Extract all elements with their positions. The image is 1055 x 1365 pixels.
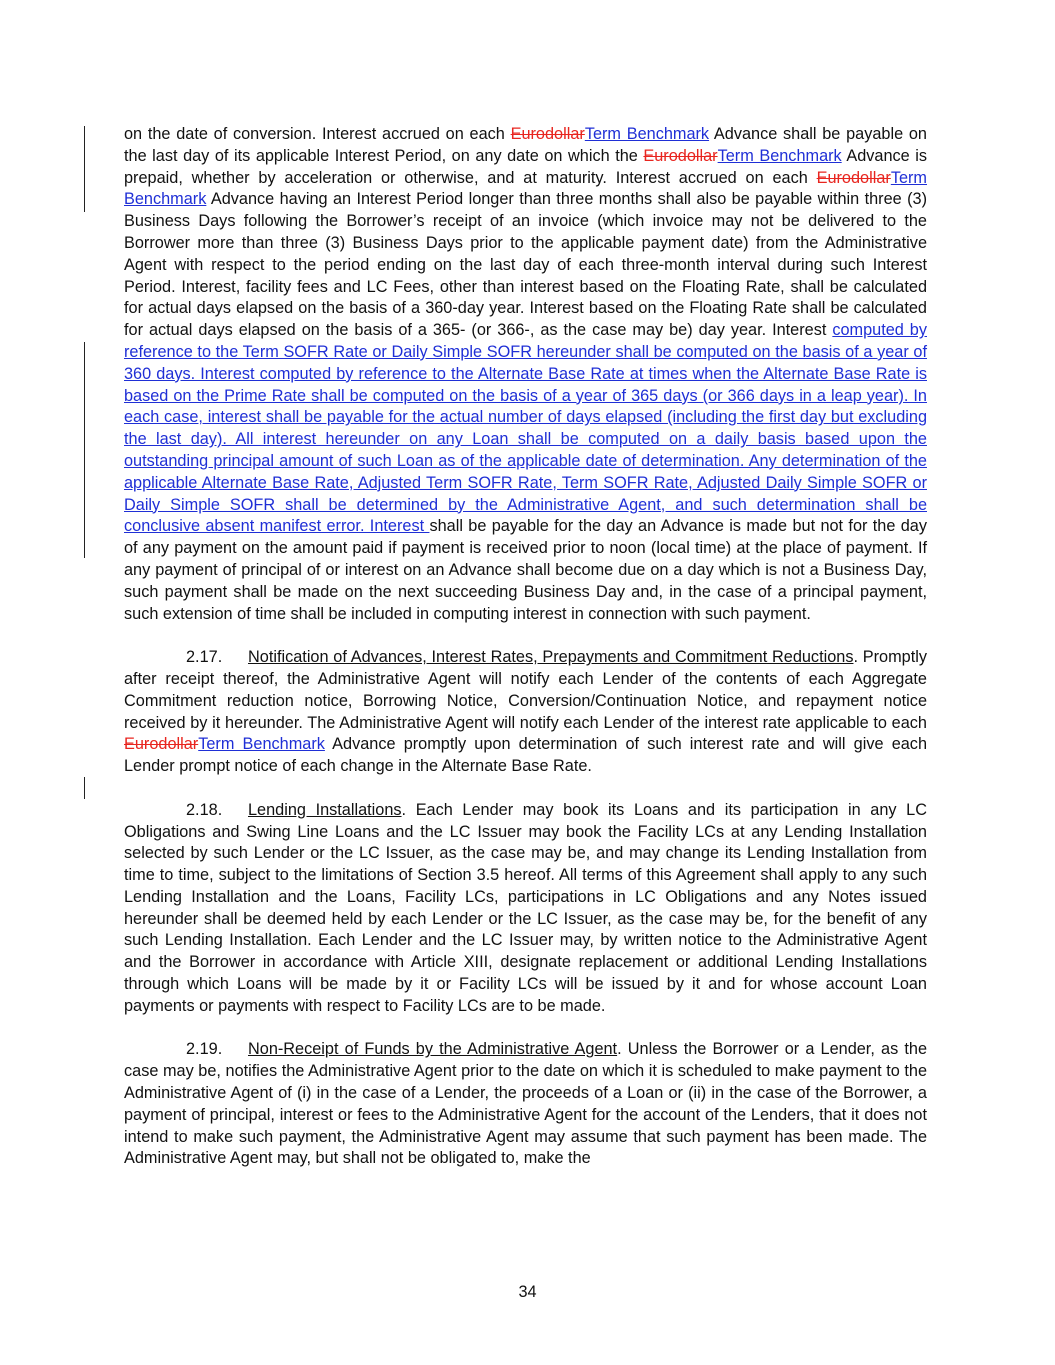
page-number: 34: [518, 1283, 537, 1301]
section-heading: Lending Installations: [248, 800, 402, 819]
deleted-text: Eurodollar: [510, 125, 585, 143]
section-2-18: 2.18. Lending Installations. Each Lender may book its Loans and its participation in any LC Obligations and Swing Line Loans and the LC Issuer may book the Facility LCs at any Lending Installation selected by such Lender or the LC Issuer, as the case may be, and may change its Lending Installation from time to time, subject to the limitations of Section 3.5 hereof. All terms of this Agreement shall apply to any such Lending Installation and the Loans, Facility LCs, participations in LC Obligations and any Notes issued hereunder shall be deemed held by each Lender or the LC Issuer, as the case may be, for the benefit of any such Lending Installation. Each Lender and the LC Issuer may, by written notice to the Administrative Agent and the Borrower in accordance with Article XIII, designate replacement or additional Lending Installations through which Loans will be made by it or Facility LCs will be issued by it and for whose account Loan payments or payments with respect to Facility LCs are to be made.: [124, 800, 927, 1015]
change-bar: [84, 777, 85, 799]
inserted-text: computed by reference to the Term SOFR Rate or Daily Simple SOFR hereunder shall be computed on the basis of a year of 360 days. Interest computed by reference to the Alternate Base Rate at times when the Alternate Base Rate is based on the Prime Rate shall be computed on the basis of a year of 365 days (or 366 days in a leap year). In each case, interest shall be payable for the actual number of days elapsed (including the first day but excluding the last day). All interest hereunder on any Loan shall be computed on a daily basis based upon the outstanding principal amount of such Loan as of the applicable date of determination. Any determination of the applicable Alternate Base Rate, Adjusted Term SOFR Rate, Term SOFR Rate, Adjusted Daily Simple SOFR or Daily Simple SOFR shall be determined by the Administrative Agent, and such determination shall be conclusive absent manifest error. Interest: [124, 321, 927, 536]
section-heading: Notification of Advances, Interest Rates, Prepayments and Commitment Reductions: [248, 648, 854, 667]
section-number: 2.18.: [186, 800, 223, 819]
change-bar: [84, 126, 85, 212]
section-heading: Non-Receipt of Funds by the Administrative Agent: [248, 1040, 618, 1059]
document-page: [124, 124, 927, 1192]
section-2-17: 2.17. Notification of Advances, Interest Rates, Prepayments and Commitment Reductions. Promptly after receipt thereof, the Administrative Agent will notify each Lender of the contents of each Aggregate Commitment reduction notice, Borrowing Notice, Conversion/Continuation Notice, and repayment notice received by it hereunder. The Administrative Agent will notify each Lender of the interest rate applicable to each EurodollarTerm Benchmark Advance promptly upon determination of such interest rate and will give each Lender prompt notice of each change in the Alternate Base Rate.: [124, 648, 927, 776]
deleted-text: Eurodollar: [124, 735, 199, 754]
change-bar: [84, 342, 85, 558]
deleted-text: Eurodollar: [816, 168, 891, 187]
inserted-text: Term Benchmark: [717, 146, 842, 165]
section-number: 2.19.: [186, 1040, 223, 1059]
inserted-text: Term Benchmark: [124, 168, 927, 209]
section-number: 2.17.: [186, 648, 223, 667]
inserted-text: Term Benchmark: [198, 735, 325, 754]
inserted-text: Term Benchmark: [584, 125, 710, 143]
section-2-19: 2.19. Non-Receipt of Funds by the Administrative Agent. Unless the Borrower or a Lender, as the case may be, notifies the Administrative Agent prior to the date on which it is scheduled to make payment to the Administrative Agent of (i) in the case of a Lender, the proceeds of a Loan or (ii) in the case of the Borrower, a payment of principal, interest or fees to the Administrative Agent for the account of the Lenders, that it does not intend to make such payment, the Administrative Agent may assume that such payment has been made. The Administrative Agent may, but shall not be obligated to, make the: [124, 1040, 927, 1168]
paragraph-interest-accrual: on the date of conversion. Interest accrued on each EurodollarTerm Benchmark Advance shall be payable on the last day of its applicable Interest Period, on any date on which the EurodollarTerm Benchmark Advance is prepaid, whether by acceleration or otherwise, and at maturity. Interest accrued on each EurodollarTerm Benchmark Advance having an Interest Period longer than three months shall also be payable within three (3) Business Days following the Borrower’s receipt of an invoice (which invoice may not be delivered to the Borrower more than three (3) Business Days prior to the applicable payment date) from the Administrative Agent with respect to the period ending on the last day of each three-month interval during such Interest Period. Interest, facility fees and LC Fees, other than interest based on the Floating Rate, shall be calculated for actual days elapsed on the basis of a 360-day year. Interest based on the Floating Rate shall be calculated for actual days elapsed on the basis of a 365- (or 366-, as the case may be) day year. Interest computed by reference to the Term SOFR Rate or Daily Simple SOFR hereunder shall be computed on the basis of a year of 360 days. Interest computed by reference to the Alternate Base Rate at times when the Alternate Base Rate is based on the Prime Rate shall be computed on the basis of a year of 365 days (or 366 days in a leap year). In each case, interest shall be payable for the actual number of days elapsed (including the first day but excluding the last day). All interest hereunder on any Loan shall be computed on a daily basis based upon the outstanding principal amount of such Loan as of the applicable date of determination. Any determination of the applicable Alternate Base Rate, Adjusted Term SOFR Rate, Term SOFR Rate, Adjusted Daily Simple SOFR or Daily Simple SOFR shall be determined by the Administrative Agent, and such determination shall be conclusive absent manifest error. Interest shall be payable for the day an Advance is made but not for the day of any payment on the amount paid if payment is received prior to noon (local time) at the place of payment. If any payment of principal of or interest on an Advance shall become due on a day which is not a Business Day, such payment shall be made on the next succeeding Business Day and, in the case of a principal payment, such extension of time shall be included in computing interest in connection with such payment.: [124, 125, 928, 623]
deleted-text: Eurodollar: [643, 146, 718, 165]
